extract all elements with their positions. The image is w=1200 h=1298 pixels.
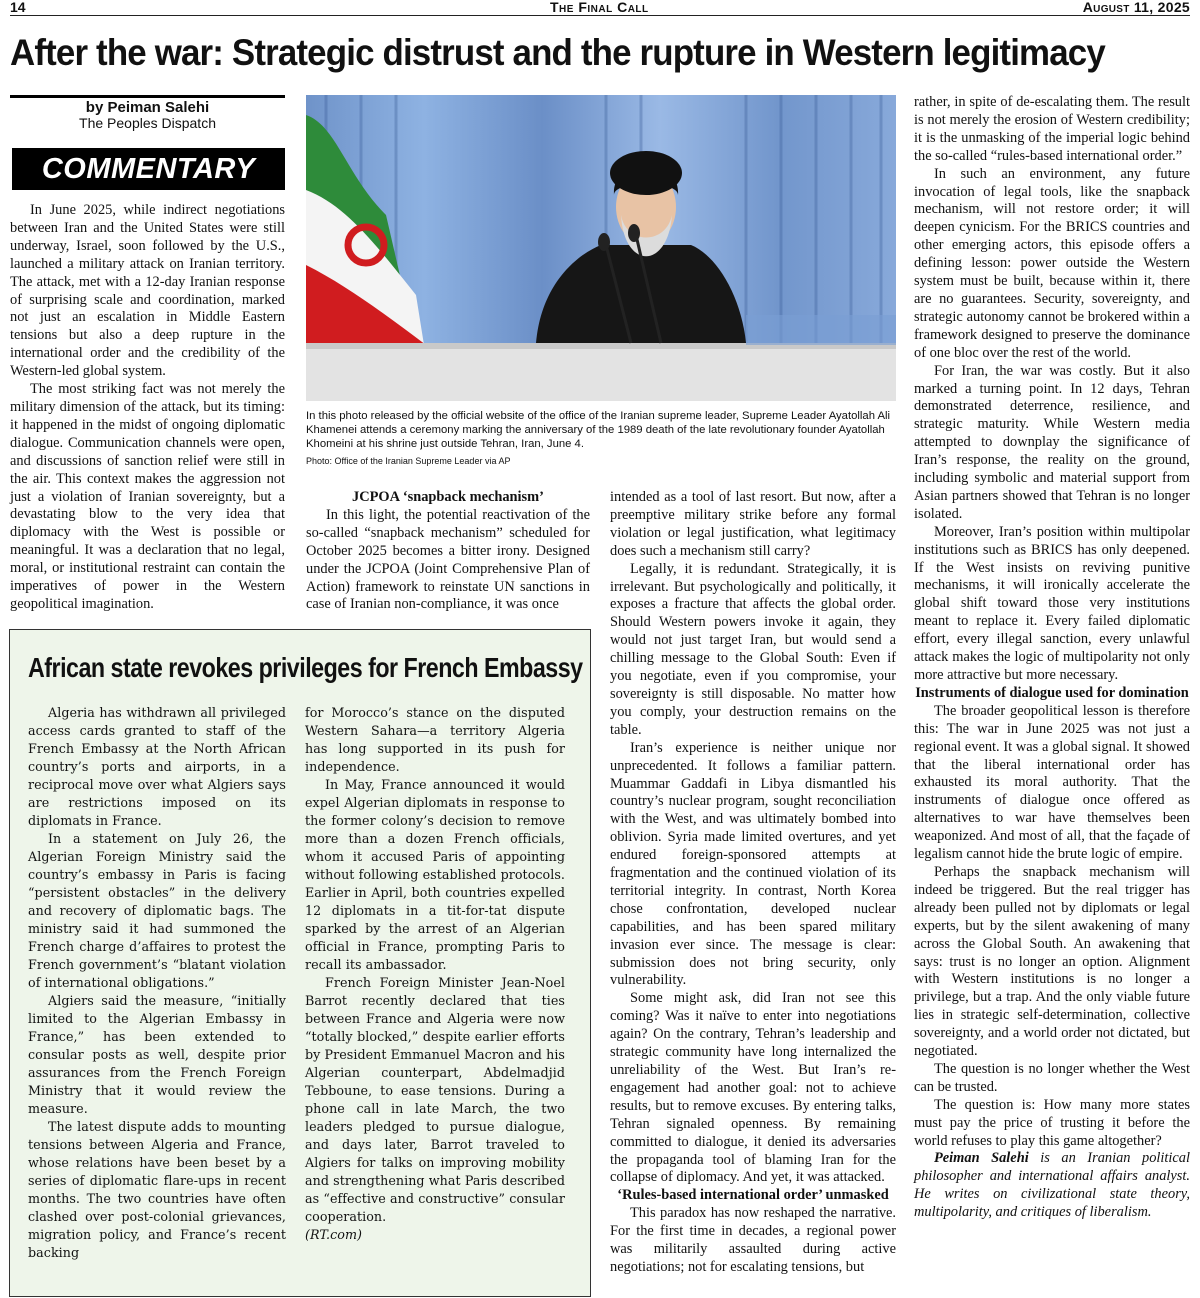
sidebar-col-1 (28, 704, 286, 1262)
paragraph: The latest dispute adds to mounting tensions between Algeria and France, whose relations have been beset by a series of diplomatic flare-ups in recent months. The two countries have often clashed over post-colonial grievances, migration policy, and France’s recent backing (28, 1119, 286, 1260)
paragraph: Perhaps the snapback mechanism will indeed be triggered. But the real trigger has already been pulled not by diplomats or legal experts, but by the silent awakening of many across the Global South. An awakening that says: trust is no longer an option. Alignment with Western institutions is no longer a privilege, but a trap. And the only viable future lies in strategic self-determination, collective sovereignty, and a world order not dictated, but negotiated. (914, 863, 1190, 1060)
paragraph: Algiers said the measure, “initially limited to the Algerian Embassy in France,” has been extended to consular posts as well, despite prior assurances from the French Foreign Ministry that it would review the measure. (28, 993, 286, 1116)
paragraph: Algeria has withdrawn all privileged access cards granted to staff of the French Embassy at the North African country’s ports and airports, in a reciprocal move over what Algiers says are restrictions imposed on its diplomats in France. (28, 705, 286, 828)
subhead: ‘Rules-based international order’ unmasked (617, 1187, 889, 1204)
paper-name: The Final Call (550, 0, 649, 15)
paragraph: In June 2025, while indirect negotiations between Iran and the United States were still underway, Israel, soon followed by the U.S., launched a military attack on Iranian territory. The attack, met with a 12-day Iranian response of surprising scale and coordination, marked not just an escalation in Middle Eastern tensions but also a deep rupture in the international order and the credibility of the Western-led global system. (10, 202, 285, 380)
tablecloth (306, 343, 896, 401)
bio-text: is an Iranian political philosopher and international affairs analyst. He writes on civilizational state theory, multipolarity, and critiques of liberalism. (914, 1150, 1190, 1221)
news-photo (306, 95, 896, 401)
masthead (10, 0, 1190, 16)
photo-credit: Photo: Office of the Iranian Supreme Leader via AP (306, 456, 511, 466)
paragraph: The question is: How many more states must pay the price of trusting it before the world refuses to play this game altogether? (914, 1096, 1190, 1149)
paragraph: Iran’s experience is neither unique nor unprecedented. It follows a familiar pattern. Muammar Gaddafi in Libya dismantled his country’s nuclear program, sought reconciliation with the West, and was ultimately bombed into oblivion. Syria made limited overtures, and yet endured foreign-sponsored attempts at fragmentation and the continued violation of its territorial integrity. In contrast, North Korea chose confrontation, developed nuclear capabilities, and has been spared military invasion ever since. The message is clear: submission does not bring security, only vulnerability. (610, 739, 896, 989)
paragraph: The question is no longer whether the West can be trusted. (914, 1060, 1190, 1095)
paragraph: For Iran, the war was costly. But it also marked a turning point. In 12 days, Tehran demonstrated deterrence, resilience, and strategic maturity. While Western media attempted to downplay the significance of Iran’s response, the reality on the ground, including symbolic and material support from Asian partners showed that Tehran is no longer isolated. (914, 362, 1190, 522)
sidebar-col-2 (305, 704, 565, 1244)
paragraph: French Foreign Minister Jean-Noel Barrot recently declared that ties between France and Algeria were now “totally blocked,” despite earlier efforts by President Emmanuel Macron and his Algerian counterpart, Abdelmadjid Tebboune, to ease tensions. During a phone call in late March, the two leaders pledged to pursue dialogue, and days later, Barrot traveled to Algiers for talks on improving mobility and strengthening what Paris described as “effective and constructive” consular cooperation. (305, 975, 565, 1224)
bio-name: Peiman Salehi (934, 1150, 1029, 1167)
byline (10, 95, 285, 131)
paragraph: In May, France announced it would expel Algerian diplomats in response to the former colony’s decision to remove more than a dozen French officials, whom it accused Paris of appointing without following established protocols. Earlier in April, both countries expelled 12 diplomats in a tit-for-tat dispute sparked by the arrest of an Algerian official in France, prompting Paris to recall its ambassador. (305, 777, 565, 972)
article-col-4 (914, 94, 1190, 1222)
subhead: JCPOA ‘snapback mechanism’ (352, 489, 544, 505)
author-bio (914, 1150, 1190, 1222)
paragraph: In a statement on July 26, the Algerian Foreign Ministry said the country’s embassy in Paris is facing “persistent obstacles” in the delivery and recovery of diplomatic bags. The ministry said it had summoned the French charge d’affaires to protest the French government’s “blatant violation of international obligations.” (28, 831, 286, 990)
author-name: by Peiman Salehi (85, 99, 210, 116)
source-credit: (RT.com) (305, 1227, 363, 1242)
page-number: 14 (10, 0, 26, 15)
microphone-icon (598, 233, 610, 251)
paragraph: Legally, it is redundant. Strategically, it is irrelevant. But psychologically and politically, it exposes a fracture that affects the global order. Should Western powers invoke it again, they would not just target Iran, but would send a chilling message to the Global South: Even if you negotiate, even if you compromise, your sovereignty is still disposable. No matter how you comply, your destruction remains on the table. (610, 560, 896, 738)
paragraph: In such an environment, any future invocation of legal tools, like the snapback mechanism, will not restore order; it will deepen cynicism. For the BRICS countries and other emerging actors, this episode offers a defining lesson: power outside the Western system must be built, because within it, there are no guarantees. Security, sovereignty, and strategic autonomy cannot be brokered within a framework designed to preserve the dominance of one bloc over the rest of the world. (914, 165, 1190, 361)
paragraph: for Morocco’s stance on the disputed Western Sahara—a territory Algeria has long supported in its push for independence. (305, 705, 565, 774)
paragraph: intended as a tool of last resort. But now, after a preemptive military strike before any formal violation or legal justification, what legitimacy does such a mechanism still carry? (610, 489, 896, 559)
headline: After the war: Strategic distrust and the rupture in Western legitimacy (10, 31, 1105, 73)
paragraph: Some might ask, did Iran not see this coming? Was it naïve to enter into negotiations again? On the contrary, Tehran’s leadership and strategic community have long internalized the unreliability of the West. But Iran’s re-engagement had another goal: not to achieve results, but to remove excuses. By entering talks, Tehran signaled openness. By remaining committed to dialogue, it denied its adversaries the propaganda tool of blaming Iran for the collapse of diplomacy. And yet, it was attacked. (610, 990, 896, 1186)
subhead: Instruments of dialogue used for domination (915, 684, 1189, 701)
paragraph: This paradox has now reshaped the narrative. For the first time in decades, a regional power was militarily assaulted during active negotiations; not for escalating tensions, but (610, 1205, 896, 1275)
article-col-2 (306, 489, 590, 614)
issue-date: August 11, 2025 (1082, 0, 1190, 15)
paragraph: Moreover, Iran’s position within multipolar institutions such as BRICS has only deepened. If the West insists on reviving punitive mechanisms, it will ironically accelerate the global shift toward those very institutions meant to replace it. Every failed diplomatic effort, every illegal sanction, every unlawful attack makes the logic of multipolarity not only more attractive but more necessary. (914, 523, 1190, 683)
paragraph: The most striking fact was not merely the military dimension of the attack, but its timing: it happened in the midst of ongoing diplomatic dialogue. Communication channels were open, and discussions of sanction relief were still in the air. This context makes the aggression not just a violation of Iranian sovereignty, but a devastating blow to the very idea that diplomacy with the West is possible or meaningful. It was a declaration that no legal, moral, or institutional restraint can contain the imperatives of power in the Western geopolitical imagination. (10, 381, 285, 612)
photo-caption: In this photo released by the official website of the office of the Iranian supreme leader, Supreme Leader Ayatollah Ali Khamenei attends a ceremony marking the anniversary of the 1989 death of the late revolutionary founder Ayatollah Khomeini at his shrine just outside Tehran, Iran, June 4. (306, 410, 891, 450)
paragraph: In this light, the potential reactivation of the so-called “snapback mechanism” scheduled for October 2025 becomes a bitter irony. Designed under the JCPOA (Joint Comprehensive Plan of Action) framework to reinstate UN sanctions in case of Iranian non-compliance, it was once (306, 506, 590, 613)
commentary-label: COMMENTARY (12, 148, 285, 190)
paragraph: rather, in spite of de-escalating them. The result is not merely the erosion of Western credibility; it is the unmasking of the imperial logic behind the so-called “rules-based international order.” (914, 94, 1190, 164)
paragraph: The broader geopolitical lesson is therefore this: The war in June 2025 was not just a regional event. It was a global signal. It showed that the liberal international order has exhausted its moral authority. That the instruments of dialogue once offered as alternatives to war have themselves been weaponized. And most of all, that the façade of legalism cannot hide the brute logic of empire. (914, 702, 1190, 863)
sidebar-headline: African state revokes privileges for French Embassy (28, 652, 583, 683)
publication: The Peoples Dispatch (79, 115, 216, 131)
photo-illustration (306, 95, 896, 401)
article-col-1 (10, 202, 285, 614)
article-col-3 (610, 489, 896, 1277)
